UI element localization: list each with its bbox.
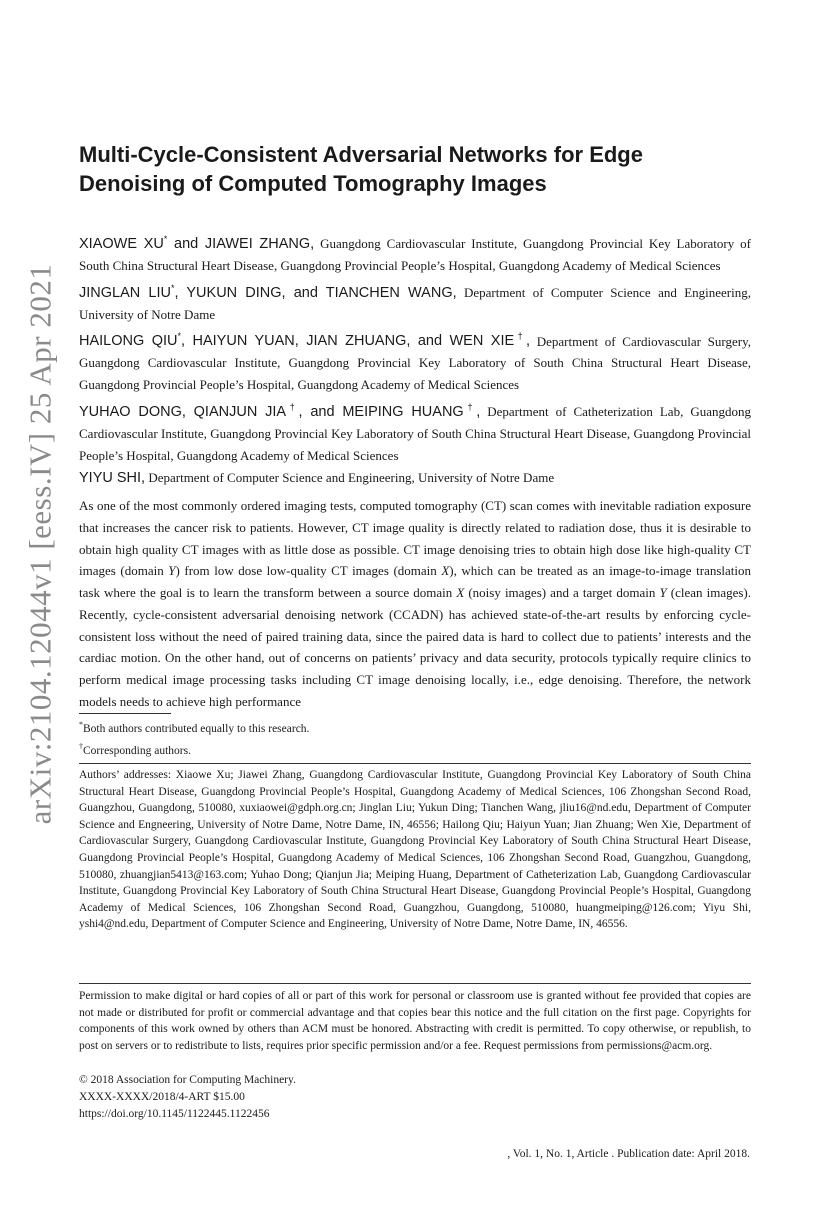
corresponding-mark: †: [286, 402, 299, 413]
title-line-2: Denoising of Computed Tomography Images: [79, 171, 547, 196]
author-group-2: [79, 277, 751, 326]
author-group-4: [79, 396, 751, 467]
corresponding-mark: †: [463, 402, 477, 413]
doi-link[interactable]: https://doi.org/10.1145/1122445.1122456: [79, 1108, 270, 1120]
running-footer: , Vol. 1, No. 1, Article . Publication date: April 2018.: [507, 1148, 750, 1160]
author-group-5: [79, 467, 751, 489]
arxiv-id: arXiv:2104.12044v1 [eess.IV] 25 Apr 2021: [22, 263, 58, 825]
main-content: [79, 140, 751, 725]
paper-title: [79, 140, 751, 198]
permission-rule: [79, 983, 751, 984]
footnotes: [79, 716, 751, 760]
author-names: YIYU SHI,: [79, 470, 146, 487]
author-affiliation: Department of Computer Science and Engineering, University of Notre Dame: [79, 284, 751, 322]
abstract-text: (clean images). Recently, cycle-consistent adversarial denoising network (CCADN) has achieved state-of-the-art results by enforcing cycle-consistent loss without the need of paired training data, since the paired data is hard to collect due to patients’ interests and the cardiac motion. On the other hand, out of concerns on patients’ privacy and data security, protocols typically require clinics to perform medical image processing tasks including CT image denoising locally, i.e., edge denoising. Therefore, the network models needs to achieve high performance: [79, 585, 752, 709]
author-group-1: [79, 228, 751, 277]
footnote-mark: *: [79, 720, 83, 729]
abstract-text: (noisy images) and a target domain: [464, 585, 660, 601]
author-names: XIAOWE XU: [79, 235, 164, 252]
abstract-text: As one of the most commonly ordered imaging tests, computed tomography (CT) scan comes with inevitable radiation exposure that increases the cancer risk to patients. However, CT image quality is directly related to radiation dose, thus it is desirable to obtain high quality CT images with as little dose as possible. CT image denoising tries to obtain high dose like high-quality CT images (domain: [79, 498, 751, 579]
author-affiliation: Guangdong Cardiovascular Institute, Guangdong Provincial Key Laboratory of South China Structural Heart Disease, Guangdong Provincial People’s Hospital, Guangdong Academy of Medical Sciences: [79, 235, 751, 273]
title-line-1: Multi-Cycle-Consistent Adversarial Networks for Edge: [79, 142, 643, 167]
footnote-mark: †: [79, 741, 83, 751]
math-symbol: X: [456, 585, 465, 601]
abstract: [79, 495, 751, 712]
author-names: YUHAO DONG, QIANJUN JIA: [79, 404, 287, 421]
author-group-3: [79, 326, 751, 397]
equal-contribution-mark: *: [163, 234, 168, 244]
author-affiliation: Department of Catheterization Lab, Guangdong Cardiovascular Institute, Guangdong Provincial Key Laboratory of South China Structural Heart Disease, Guangdong Provincial People’s Hospital, Guangdong Academy of Medical Sciences: [79, 404, 751, 464]
author-names: , HAIYUN YUAN, JIAN ZHUANG, and WEN XIE: [181, 333, 515, 350]
author-addresses: Authors’ addresses: Xiaowe Xu; Jiawei Zhang, Guangdong Cardiovascular Institute, Guangdong Provincial Key Laboratory of South China Structural Heart Disease, Guangdong Provincial People’s Hospital, Guangdong Academy of Medical Sciences, 106 Zhongshan Second Road, Guangzhou, Guangdong, 510080, xuxiaowei@gdph.org.cn; Jinglan Liu; Yukun Ding; Tianchen Wang, jliu16@nd.edu, Department of Computer Science and Engneering, University of Notre Dame, Notre Dame, IN, 46556; Hailong Qiu; Haiyun Yuan; Jian Zhuang; Wen Xie, Department of Cardiovascular Surgery, Guangdong Cardiovascular Institute, Guangdong Provincial Key Laboratory of South China Structural Heart Disease, Guangdong Provincial People’s Hospital, Guangdong Academy of Medical Sciences, 106 Zhongshan Second Road, Guangzhou, Guangdong, 510080, zhuangjian5413@163.com; Yuhao Dong; Qianjun Jia; Meiping Huang, Department of Catheterization Lab, Guangdong Cardiovascular Institute, Guangdong Provincial Key Laboratory of South China Structural Heart Disease, Guangdong Provincial People’s Hospital, Guangdong Academy of Medical Sciences, 106 Zhongshan Second Road, Guangzhou, Guangdong, 510080, huangmeiping@126.com; Yiyu Shi, yshi4@nd.edu, Department of Computer Science and Engineering, University of Notre Dame, Notre Dame, IN, 46556.: [79, 769, 751, 931]
abstract-text: ), which can be treated as an image-to-image translation task where the goal is to learn the transform between a source domain: [79, 563, 752, 601]
author-names: HAILONG QIU: [79, 333, 178, 350]
footnote-rule: [79, 713, 171, 714]
author-names: , YUKUN DING, and TIANCHEN WANG,: [174, 284, 457, 301]
permission-notice: Permission to make digital or hard copies of all or part of this work for personal or classroom use is granted without fee provided that copies are not made or distributed for profit or commercial advantage and that copies bear this notice and the full citation on the first page. Copyrights for components of this work owned by others than ACM must be honored. Abstracting with credit is permitted. To copy otherwise, or republish, to post on servers or to redistribute to lists, requires prior specific permission and/or a fee. Request permissions from permissions@acm.org.: [79, 990, 751, 1052]
author-list: [79, 228, 751, 489]
footnote-corresponding: [79, 738, 751, 760]
author-names: and JIAWEI ZHANG,: [167, 235, 315, 252]
corresponding-mark: †: [514, 331, 527, 342]
math-symbol: Y: [168, 563, 176, 579]
author-names: ,: [526, 333, 531, 350]
equal-contribution-mark: *: [177, 331, 182, 342]
abstract-text: ) from low dose low-quality CT images (domain: [175, 563, 442, 579]
footnote-equal-contribution: [79, 716, 751, 738]
copyright-line: © 2018 Association for Computing Machinery.: [79, 1074, 296, 1086]
footnote-text: Corresponding authors.: [83, 744, 191, 757]
address-rule: [79, 763, 751, 764]
math-symbol: Y: [659, 585, 667, 601]
author-affiliation: Department of Cardiovascular Surgery, Guangdong Cardiovascular Institute, Guangdong Provincial Key Laboratory of South China Structural Heart Disease, Guangdong Provincial People’s Hospital, Guangdong Academy of Medical Sciences: [79, 333, 751, 393]
issn-line: XXXX-XXXX/2018/4-ART $15.00: [79, 1091, 245, 1103]
footnote-text: Both authors contributed equally to this research.: [83, 722, 310, 735]
author-names: ,: [476, 404, 481, 421]
author-names: , and MEIPING HUANG: [298, 404, 464, 421]
arxiv-stamp: [18, 238, 62, 850]
math-symbol: X: [441, 563, 450, 579]
author-names: JINGLAN LIU: [79, 284, 171, 301]
equal-contribution-mark: *: [170, 282, 175, 293]
author-affiliation: Department of Computer Science and Engineering, University of Notre Dame: [145, 470, 555, 486]
